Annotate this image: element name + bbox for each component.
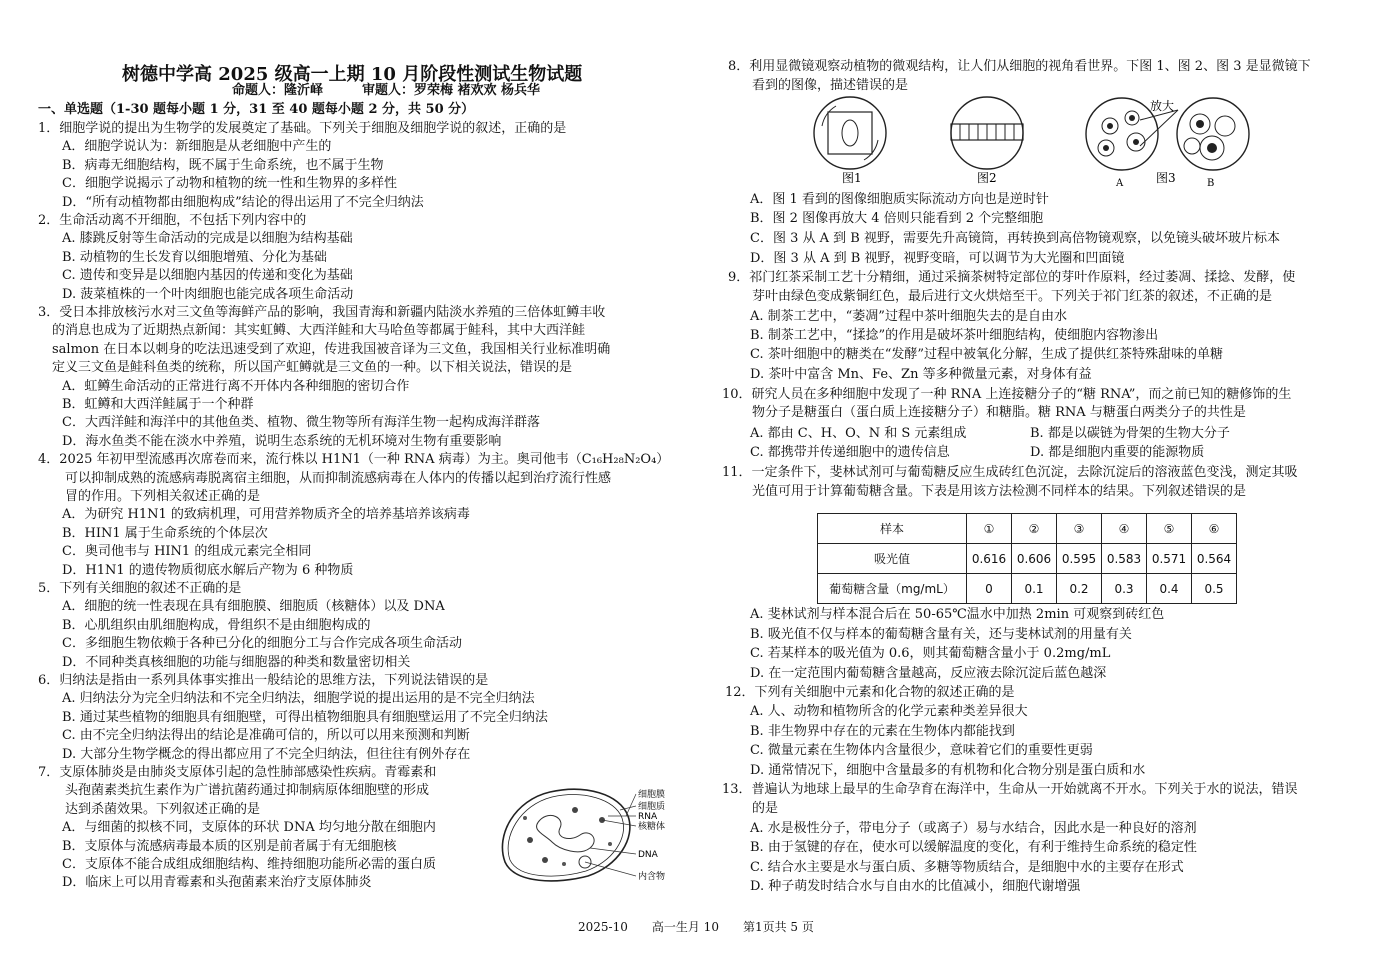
answer-option: A. 人、动物和植物所含的化学元素种类差异很大: [750, 704, 1028, 719]
answer-option: D．图 3 从 A 到 B 视野，视野变暗，可以调节为大光圈和凹面镜: [750, 251, 1125, 266]
answer-option: D. 都是细胞内重要的能源物质: [1030, 445, 1205, 460]
question-stem: 看到的图像，描述错误的是: [752, 78, 909, 93]
fig2-label: 图2: [977, 171, 997, 185]
answer-option: C．大西洋鲑和海洋中的其他鱼类、植物、微生物等所有海洋生物一起构成海洋群落: [62, 415, 540, 431]
table-cell: ②: [1012, 514, 1057, 544]
table-cell: 吸光值: [818, 544, 967, 574]
question-stem: 13．普遍认为地球上最早的生命孕育在海洋中，生命从一开始就离不开水。下列关于水的说法，错误: [722, 782, 1298, 797]
question-stem: 7．支原体肺炎是由肺炎支原体引起的急性肺部感染性疾病。青霉素和: [38, 765, 437, 780]
label-cytoplasm: 细胞质: [638, 802, 666, 812]
question-stem: 11．一定条件下，斐林试剂可与葡萄糖反应生成砖红色沉淀，去除沉淀后的溶液蓝色变浅，测定其吸: [722, 465, 1298, 480]
fig3-b-label: B: [1207, 178, 1215, 189]
answer-option: A．与细菌的拟核不同，支原体的环状 DNA 均匀地分散在细胞内: [62, 820, 436, 836]
label-dna: DNA: [638, 850, 658, 860]
answer-option: C. 微量元素在生物体内含量很少，意味着它们的重要性更弱: [750, 743, 1093, 758]
answer-option: A．为研究 H1N1 的致病机理，可用营养物质齐全的培养基培养该病毒: [62, 507, 470, 523]
question-stem: 8．利用显微镜观察动植物的微观结构，让人们从细胞的视角看世界。下图 1、图 2、图 3 是显微镜下: [728, 59, 1311, 74]
exam-authors: 命题人：隆沂峄 审题人：罗荣梅 褚欢欢 杨兵华: [232, 83, 541, 98]
table-cell: ⑥: [1192, 514, 1237, 544]
answer-option: C．细胞学说揭示了动物和植物的统一性和生物界的多样性: [62, 176, 397, 192]
answer-option: 芽叶由绿色变成紫铜红色，最后进行文火烘焙至干。下列关于祁门红茶的叙述，不正确的是: [752, 289, 1273, 304]
table-cell: 0.5: [1192, 574, 1237, 604]
question-stem: 10．研究人员在多种细胞中发现了一种 RNA 上连接糖分子的“糖 RNA”，而之前已知的糖修饰的生: [722, 387, 1292, 402]
label-ribosome: 核糖体: [638, 822, 666, 832]
table-cell: ⑤: [1147, 514, 1192, 544]
table-cell: 0.2: [1057, 574, 1102, 604]
enlarge-label: 放大: [1150, 99, 1175, 113]
answer-option: D．不同种类真核细胞的功能与细胞器的种类和数量密切相关: [62, 654, 411, 670]
table-row: [818, 544, 1237, 574]
answer-option: D．海水鱼类不能在淡水中养殖，说明生态系统的无机环境对生物有重要影响: [62, 433, 502, 449]
fig1-label: 图1: [842, 171, 862, 185]
page-footer: 2025-10 高一生月 10 第1页共 5 页: [578, 920, 814, 934]
answer-option: C．多细胞生物依赖于各种已分化的细胞分工与合作完成各项生命活动: [62, 636, 462, 652]
answer-option: 的是: [752, 801, 779, 816]
answer-option: C. 都携带并传递细胞中的遗传信息: [750, 445, 950, 460]
question-stem: 5．下列有关细胞的叙述不正确的是: [38, 581, 242, 596]
label-inclusion: 内含物: [638, 872, 666, 882]
answer-option: C. 由不完全归纳法得出的结论是准确可信的，所以可以用来预测和判断: [62, 728, 470, 744]
question-stem: 9．祁门红茶采制工艺十分精细，通过采摘茶树特定部位的芽叶作原料，经过萎凋、揉捻、发酵，使: [728, 270, 1296, 285]
answer-option: 可以抑制成熟的流感病毒脱离宿主细胞，从而抑制流感病毒在人体内的传播以起到治疗流行性感: [65, 470, 612, 486]
answer-option: D. 菠菜植株的一个叶肉细胞也能完成各项生命活动: [62, 286, 354, 302]
answer-option: C. 若某样本的吸光值为 0.6，则其葡萄糖含量小于 0.2mg/mL: [750, 646, 1111, 661]
exam-title: 树德中学高 2025 级高一上期 10 月阶段性测试生物试题: [122, 64, 583, 85]
answer-option: B．虹鳟和大西洋鲑属于一个种群: [62, 397, 254, 412]
answer-option: B．支原体与流感病毒最本质的区别是前者属于有无细胞核: [62, 838, 397, 854]
question-stem: 6．归纳法是指由一系列具体事实推出一般结论的思维方法，下列说法错误的是: [38, 673, 489, 688]
answer-option: D．临床上可以用青霉素和头孢菌素来治疗支原体肺炎: [62, 875, 372, 891]
answer-option: D. 大部分生物学概念的得出都应用了不完全归纳法，但往往有例外存在: [62, 746, 471, 762]
table-cell: 0.571: [1147, 544, 1192, 574]
answer-option: A. 水是极性分子，带电分子（或离子）易与水结合，因此水是一种良好的溶剂: [750, 821, 1197, 836]
answer-option: A．细胞学说认为：新细胞是从老细胞中产生的: [62, 139, 332, 155]
table-row: [818, 574, 1237, 604]
answer-option: 冒的作用。下列相关叙述正确的是: [65, 489, 261, 504]
answer-option: salmon 在日本以刺身的吃法迅速受到了欢迎，传进我国被音译为三文鱼，我国相关行业标准明确: [52, 341, 611, 357]
question-stem: 12．下列有关细胞中元素和化合物的叙述正确的是: [725, 685, 1015, 700]
answer-option: 头孢菌素类抗生素作为广谱抗菌药通过抑制病原体细胞壁的形成: [65, 783, 430, 799]
answer-option: A．虹鳟生命活动的正常进行离不开体内各种细胞的密切合作: [62, 378, 410, 394]
answer-option: D. 通常情况下，细胞中含量最多的有机物和化合物分别是蛋白质和水: [750, 763, 1146, 778]
microscope-figures: [800, 96, 1260, 192]
answer-option: C．奥司他韦与 HIN1 的组成元素完全相同: [62, 544, 312, 560]
question-stem: 2．生命活动离不开细胞，不包括下列内容中的: [38, 213, 307, 228]
answer-option: 定义三文鱼是鲑科鱼类的统称，所以国产虹鳟就是三文鱼的一种。以下相关说法，错误的是: [52, 360, 573, 376]
answer-option: B．心肌组织由肌细胞构成，骨组织不是由细胞构成的: [62, 617, 371, 633]
section-heading: 一、单选题（1-30 题每小题 1 分，31 至 40 题每小题 2 分，共 50 分）: [38, 102, 475, 117]
answer-option: D．“所有动植物都由细胞构成”结论的得出运用了不完全归纳法: [62, 194, 424, 210]
answer-option: 物分子是糖蛋白（蛋白质上连接糖分子）和糖脂。糖 RNA 与糖蛋白两类分子的共性是: [752, 405, 1246, 420]
answer-option: A. 斐林试剂与样本混合后在 50-65℃温水中加热 2min 可观察到砖红色: [750, 607, 1165, 622]
answer-option: A. 膝跳反射等生命活动的完成是以细胞为结构基础: [62, 231, 353, 247]
answer-option: B. 通过某些植物的细胞具有细胞壁，可得出植物细胞具有细胞壁运用了不完全归纳法: [62, 709, 548, 725]
glucose-table: [817, 513, 1237, 604]
table-cell: 样本: [818, 514, 967, 544]
answer-option: A. 归纳法分为完全归纳法和不完全归纳法，细胞学说的提出运用的是不完全归纳法: [62, 691, 535, 707]
answer-option: B．HIN1 属于生命系统的个体层次: [62, 525, 268, 541]
table-row: [818, 514, 1237, 544]
answer-option: D. 在一定范围内葡萄糖含量越高，反应液去除沉淀后蓝色越深: [750, 666, 1107, 681]
fig3-label: 图3: [1156, 171, 1176, 185]
answer-option: B．病毒无细胞结构，既不属于生命系统，也不属于生物: [62, 157, 384, 173]
table-cell: ①: [967, 514, 1012, 544]
table-cell: 0.606: [1012, 544, 1057, 574]
question-stem: 1．细胞学说的提出为生物学的发展奠定了基础。下列关于细胞及细胞学说的叙述，正确的是: [38, 121, 567, 136]
table-cell: 0.4: [1147, 574, 1192, 604]
table-cell: 0.616: [967, 544, 1012, 574]
label-rna: RNA: [638, 812, 658, 822]
answer-option: A. 都由 C、H、O、N 和 S 元素组成: [750, 426, 967, 441]
answer-option: C．图 3 从 A 到 B 视野，需要先升高镜筒，再转换到高倍物镜观察，以免镜头破坏玻片标本: [750, 231, 1280, 246]
answer-option: B. 吸光值不仅与样本的葡萄糖含量有关，还与斐林试剂的用量有关: [750, 627, 1132, 642]
answer-option: B. 非生物界中存在的元素在生物体内都能找到: [750, 724, 1015, 739]
answer-option: C．支原体不能合成组成细胞结构、维持细胞功能所必需的蛋白质: [62, 857, 436, 872]
table-cell: ③: [1057, 514, 1102, 544]
answer-option: A．图 1 看到的图像细胞质实际流动方向也是逆时针: [750, 192, 1049, 207]
table-cell: 0.564: [1192, 544, 1237, 574]
answer-option: D. 茶叶中富含 Mn、Fe、Zn 等多种微量元素，对身体有益: [750, 367, 1092, 382]
mycoplasma-diagram: [490, 780, 690, 890]
answer-option: B．图 2 图像再放大 4 倍则只能看到 2 个完整细胞: [750, 211, 1044, 226]
answer-option: C. 遗传和变异是以细胞内基因的传递和变化为基础: [62, 268, 353, 284]
answer-option: 光值可用于计算葡萄糖含量。下表是用该方法检测不同样本的结果。下列叙述错误的是: [752, 484, 1247, 499]
table-cell: 0: [967, 574, 1012, 604]
answer-option: B. 由于氢键的存在，使水可以缓解温度的变化，有利于维持生命系统的稳定性: [750, 840, 1197, 855]
answer-option: A. 制茶工艺中，“萎凋”过程中茶叶细胞失去的是自由水: [750, 309, 1067, 324]
answer-option: D．H1N1 的遗传物质彻底水解后产物为 6 种物质: [62, 562, 354, 578]
answer-option: D. 种子萌发时结合水与自由水的比值减小，细胞代谢增强: [750, 879, 1081, 894]
label-cell-membrane: 细胞膜: [638, 790, 666, 800]
table-cell: 葡萄糖含量（mg/mL）: [818, 574, 967, 604]
answer-option: B. 制茶工艺中，“揉捻”的作用是破坏茶叶细胞结构，使细胞内容物渗出: [750, 328, 1159, 343]
answer-option: B. 动植物的生长发育以细胞增殖、分化为基础: [62, 249, 327, 265]
table-cell: 0.1: [1012, 574, 1057, 604]
table-cell: ④: [1102, 514, 1147, 544]
answer-option: C. 茶叶细胞中的糖类在“发酵”过程中被氧化分解，生成了提供红茶特殊甜味的单糖: [750, 347, 1224, 362]
fig3-a-label: A: [1116, 178, 1124, 189]
answer-option: B. 都是以碳链为骨架的生物大分子: [1030, 426, 1230, 441]
table-cell: 0.595: [1057, 544, 1102, 574]
table-cell: 0.583: [1102, 544, 1147, 574]
answer-option: C. 结合水主要是水与蛋白质、多糖等物质结合，是细胞中水的主要存在形式: [750, 860, 1184, 875]
question-stem: 4．2025 年初甲型流感再次席卷而来，流行株以 H1N1（一种 RNA 病毒）为主。奥司他韦（C₁₆H₂₈N₂O₄）: [38, 452, 670, 468]
answer-option: A．细胞的统一性表现在具有细胞膜、细胞质（核糖体）以及 DNA: [62, 599, 445, 615]
answer-option: 达到杀菌效果。下列叙述正确的是: [65, 801, 261, 817]
question-stem: 3．受日本排放核污水对三文鱼等海鲜产品的影响，我国青海和新疆内陆淡水养殖的三倍体虹鳟丰收: [38, 305, 606, 320]
table-cell: 0.3: [1102, 574, 1147, 604]
answer-option: 的消息也成为了近期热点新闻：其实虹鳟、大西洋鲑和大马哈鱼等都属于鲑科，其中大西洋鲑: [52, 323, 586, 339]
